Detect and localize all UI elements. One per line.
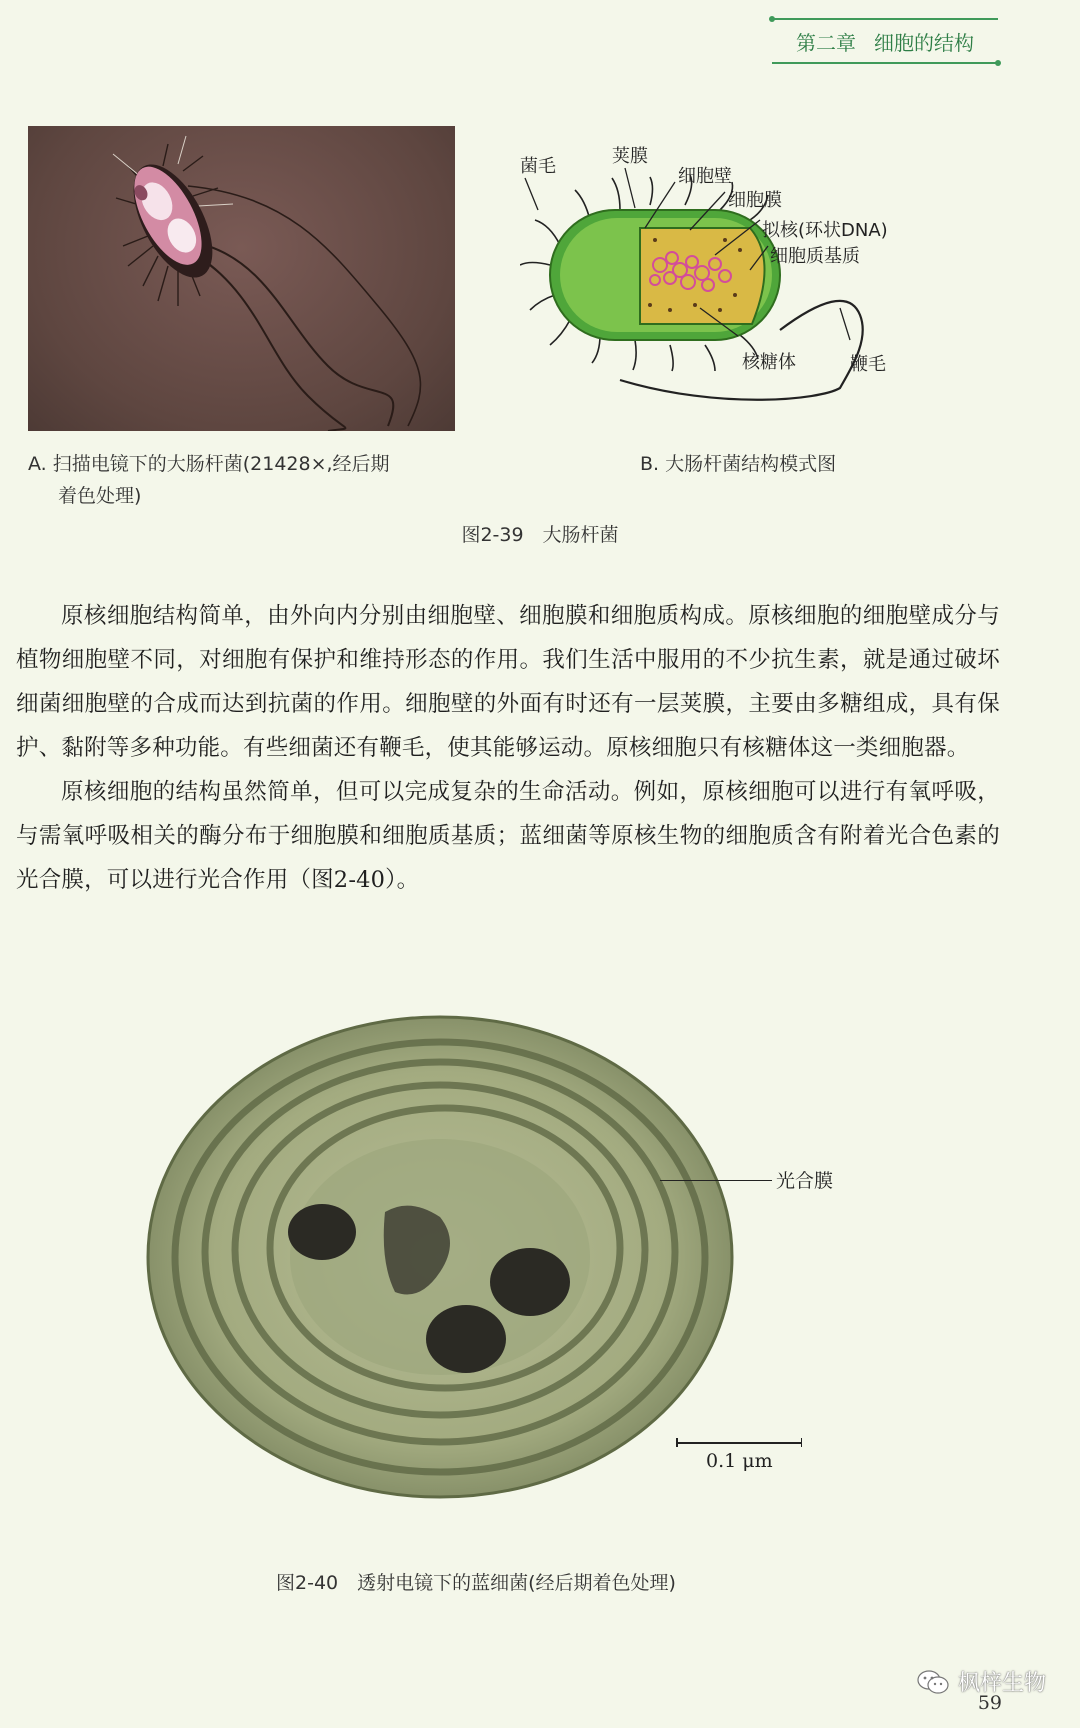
- page-number: 59: [977, 1692, 1002, 1714]
- caption-b: B. 大肠杆菌结构模式图: [640, 453, 837, 475]
- tem-cyanobacterium-photo: [140, 1012, 740, 1502]
- chapter-header: [772, 18, 998, 64]
- sem-ecoli-illustration: [28, 126, 455, 431]
- sem-ecoli-photo: [28, 126, 455, 431]
- label-nucleoid: 拟核(环状DNA): [762, 220, 888, 241]
- figure-2-40-title: 图2-40 透射电镜下的蓝细菌(经后期着色处理): [276, 1572, 676, 1594]
- scale-label: 0.1 μm: [706, 1450, 773, 1472]
- chapter-title: 细胞的结构: [874, 30, 974, 55]
- label-cytoplasmic-matrix: 细胞质基质: [770, 246, 860, 267]
- label-cell-membrane: 细胞膜: [728, 190, 782, 211]
- paragraph-2: 原核细胞的结构虽然简单，但可以完成复杂的生命活动。例如，原核细胞可以进行有氧呼吸，与需氧呼吸相关的酶分布于细胞膜和细胞质基质；蓝细菌等原核生物的细胞质含有附着光合色素的光合膜，可以进行光合作用（图2-40）。: [16, 779, 1000, 893]
- label-ribosome: 核糖体: [742, 352, 796, 373]
- cyanobacterium-svg: [140, 1012, 740, 1502]
- label-capsule: 荚膜: [612, 146, 648, 167]
- ecoli-structure-svg: [520, 140, 990, 430]
- body-text: [16, 594, 1000, 902]
- paragraph-1: 原核细胞结构简单，由外向内分别由细胞壁、细胞膜和细胞质构成。原核细胞的细胞壁成分与植物细胞壁不同，对细胞有保护和维持形态的作用。我们生活中服用的不少抗生素，就是通过破坏细菌细胞壁的合成而达到抗菌的作用。细胞壁的外面有时还有一层荚膜，主要由多糖组成，具有保护、黏附等多种功能。有些细菌还有鞭毛，使其能够运动。原核细胞只有核糖体这一类细胞器。: [16, 603, 1000, 761]
- label-flagellum: 鞭毛: [850, 354, 886, 375]
- scale-bar: [676, 1442, 802, 1444]
- membrane-leader-line: [660, 1180, 772, 1181]
- figure-2-39-title: 图2-39 大肠杆菌: [461, 524, 619, 546]
- label-pili: 菌毛: [520, 156, 556, 177]
- label-photosynthetic-membrane: 光合膜: [776, 1170, 834, 1192]
- caption-a-line2: 着色处理): [58, 485, 142, 507]
- label-cell-wall: 细胞壁: [678, 166, 732, 187]
- chapter-number: 第二章: [796, 30, 856, 55]
- caption-a: [28, 448, 468, 512]
- ecoli-structure-diagram: [520, 140, 990, 430]
- wechat-icon: [916, 1669, 950, 1695]
- watermark-text: 枫梓生物: [957, 1671, 1046, 1696]
- caption-a-line1: A. 扫描电镜下的大肠杆菌(21428×,经后期: [28, 453, 390, 475]
